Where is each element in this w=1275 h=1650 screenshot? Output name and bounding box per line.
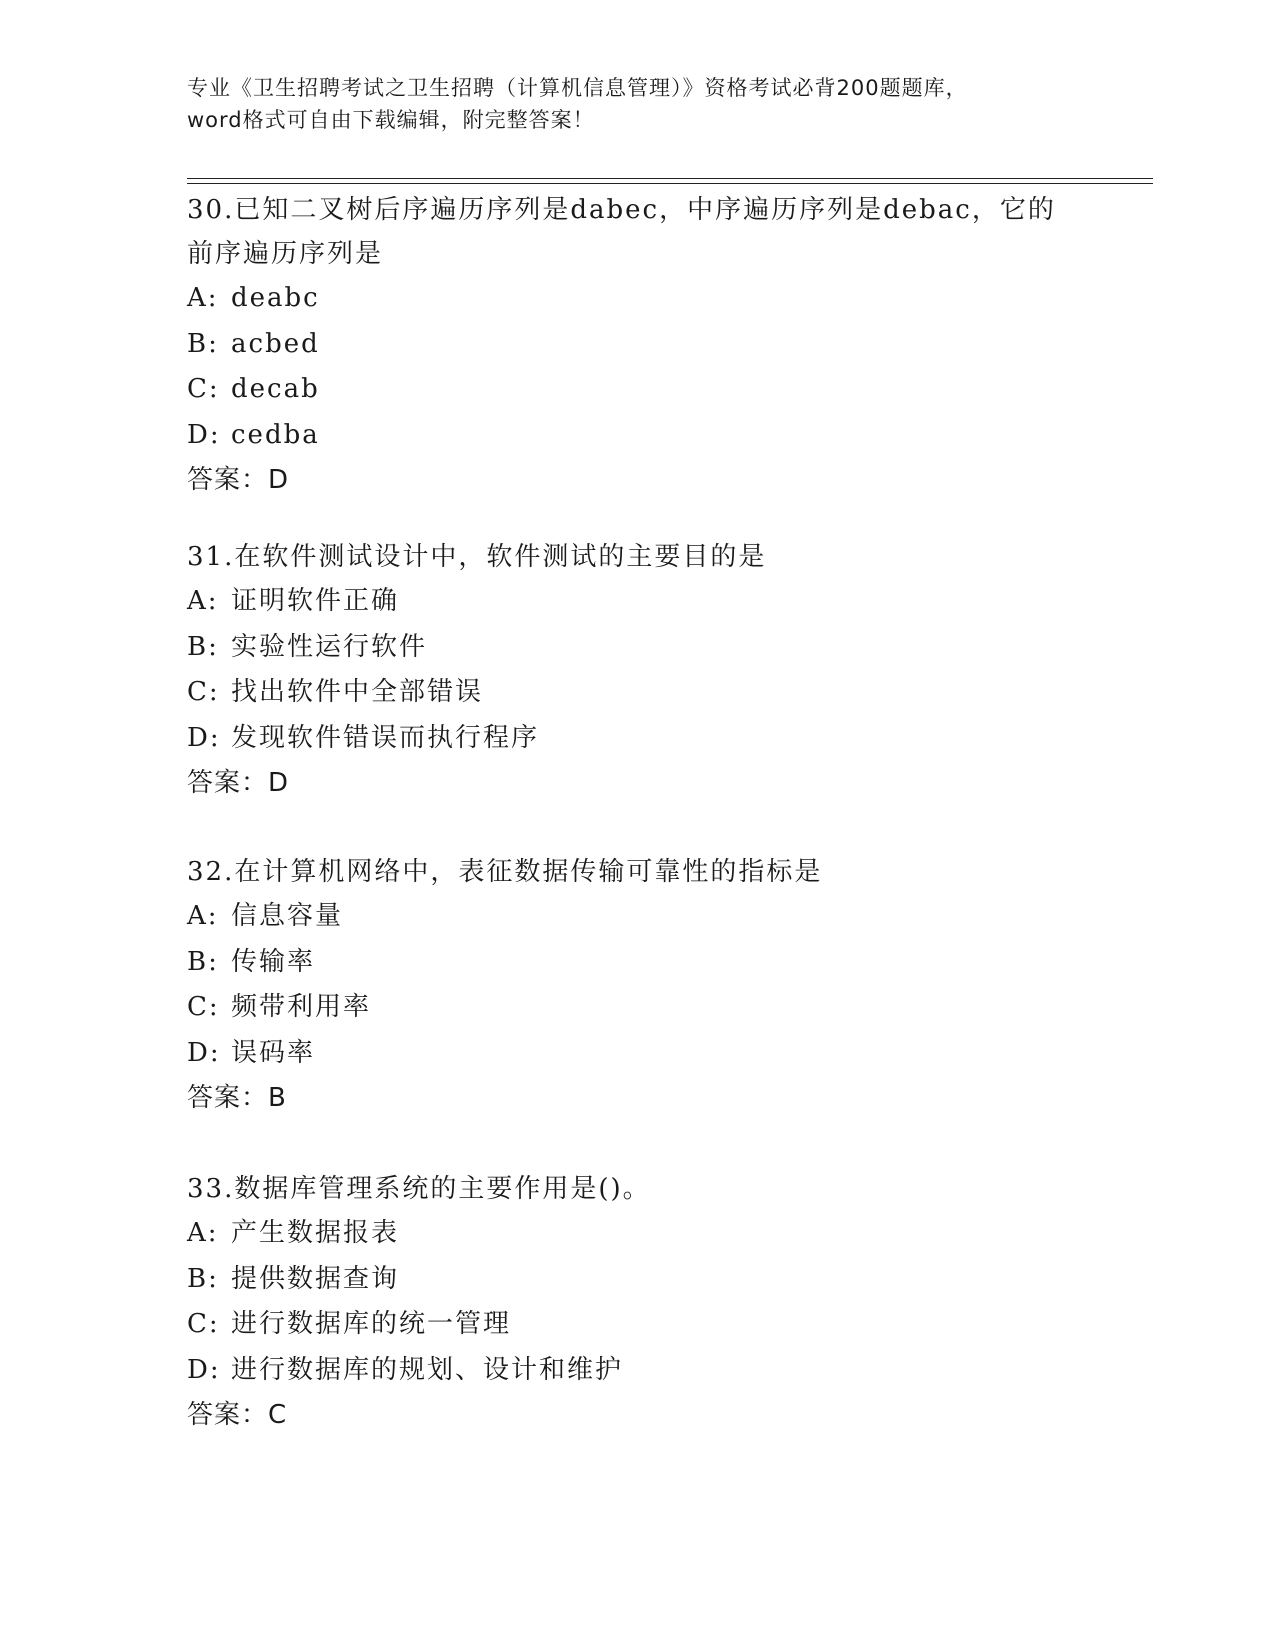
document-header [187, 72, 1087, 136]
option-text: 进行数据库的规划、设计和维护 [231, 1354, 624, 1385]
option-b [187, 322, 1087, 368]
option-text: cedba [231, 419, 320, 450]
option-text: 误码率 [231, 1037, 316, 1068]
option-a [187, 276, 1087, 322]
answer: 答案：D [187, 465, 290, 495]
option-c [187, 985, 1087, 1031]
option-letter: C: [187, 992, 220, 1022]
option-letter: C: [187, 677, 220, 707]
option-text: decab [231, 374, 320, 404]
option-d [187, 1031, 1087, 1077]
option-letter: A: [187, 1218, 219, 1248]
option-letter: D: [187, 419, 221, 450]
answer: 答案：C [187, 1400, 288, 1430]
header-divider-bottom [187, 183, 1153, 184]
option-a [187, 579, 1087, 625]
option-text: 频带利用率 [231, 992, 372, 1022]
option-letter: D: [187, 722, 221, 753]
option-letter: B: [187, 946, 219, 977]
question-number: 30. [187, 195, 235, 225]
question-33 [187, 1167, 1087, 1437]
option-c [187, 670, 1087, 716]
option-c [187, 1302, 1087, 1348]
option-letter: C: [187, 1309, 220, 1339]
header-divider-top [187, 178, 1153, 179]
option-letter: D: [187, 1037, 221, 1068]
option-letter: B: [187, 631, 219, 662]
option-text: deabc [231, 283, 320, 313]
header-line-1: 专业《卫生招聘考试之卫生招聘（计算机信息管理）》资格考试必背200题题库， [187, 76, 968, 100]
option-text: 实验性运行软件 [231, 631, 428, 662]
question-stem-line-1: 数据库管理系统的主要作用是()。 [234, 1174, 651, 1204]
option-letter: B: [187, 1263, 219, 1294]
option-text: 找出软件中全部错误 [231, 677, 484, 707]
question-stem-line-2: 前序遍历序列是 [187, 239, 384, 269]
option-letter: A: [187, 586, 219, 616]
option-c [187, 367, 1087, 413]
option-text: 产生数据报表 [231, 1218, 400, 1248]
question-31 [187, 535, 1087, 805]
question-number: 32. [187, 857, 235, 887]
option-letter: A: [187, 283, 219, 313]
question-32 [187, 850, 1087, 1120]
question-stem-line-1: 在计算机网络中，表征数据传输可靠性的指标是 [234, 857, 823, 887]
option-a [187, 1211, 1087, 1257]
question-text [187, 1167, 1087, 1211]
option-b [187, 1257, 1087, 1303]
question-number: 33. [187, 1174, 235, 1204]
option-text: 提供数据查询 [231, 1263, 400, 1294]
question-number: 31. [187, 542, 235, 572]
answer: 答案：B [187, 1083, 287, 1113]
question-stem-line-1: 已知二叉树后序遍历序列是dabec，中序遍历序列是debac，它的 [234, 195, 1056, 225]
option-letter: A: [187, 901, 219, 931]
option-text: acbed [231, 328, 320, 359]
option-text: 信息容量 [231, 901, 344, 931]
option-d [187, 1348, 1087, 1394]
question-text [187, 188, 1087, 232]
option-letter: B: [187, 328, 219, 359]
option-text: 发现软件错误而执行程序 [231, 722, 540, 753]
option-letter: C: [187, 374, 220, 404]
option-d [187, 413, 1087, 459]
header-line-2: word格式可自由下载编辑，附完整答案！ [187, 108, 595, 132]
option-a [187, 894, 1087, 940]
question-text [187, 535, 1087, 579]
question-30 [187, 188, 1087, 502]
answer: 答案：D [187, 768, 290, 798]
option-letter: D: [187, 1354, 221, 1385]
option-d [187, 716, 1087, 762]
option-b [187, 940, 1087, 986]
option-text: 证明软件正确 [231, 586, 400, 616]
option-b [187, 625, 1087, 671]
question-stem-line-1: 在软件测试设计中，软件测试的主要目的是 [234, 542, 767, 572]
option-text: 传输率 [231, 946, 316, 977]
question-text [187, 850, 1087, 894]
option-text: 进行数据库的统一管理 [231, 1309, 512, 1339]
